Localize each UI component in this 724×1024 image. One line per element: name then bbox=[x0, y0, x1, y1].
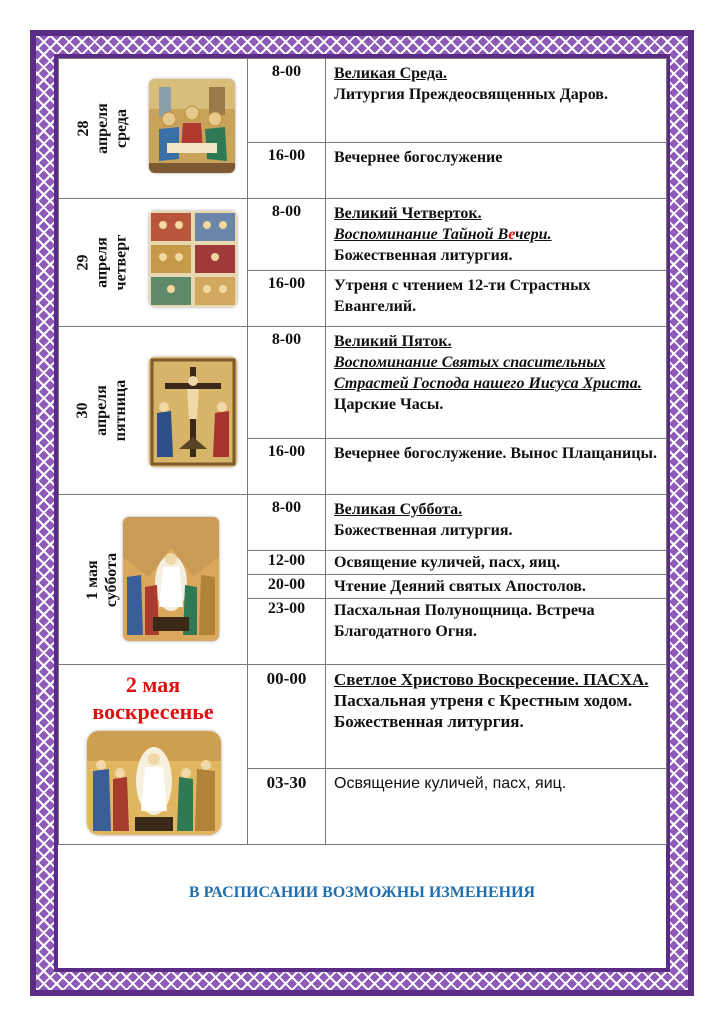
subtitle-part: чери. bbox=[515, 226, 552, 243]
event-title: Великая Среда. bbox=[334, 65, 448, 82]
event-description bbox=[326, 551, 667, 575]
table-row bbox=[59, 59, 667, 143]
day-cell-28 bbox=[59, 59, 248, 199]
event-text: Божественная литургия. bbox=[334, 522, 513, 539]
event-text: Пасхальная Полунощница. Встреча Благодатного Огня. bbox=[334, 602, 595, 640]
event-time: 16-00 bbox=[248, 143, 326, 199]
day-label bbox=[63, 199, 141, 326]
day-number: 28 bbox=[74, 120, 92, 137]
event-description bbox=[326, 495, 667, 551]
event-title: Великая Суббота. bbox=[334, 501, 463, 518]
day-number: 29 bbox=[74, 254, 92, 271]
event-time: 8-00 bbox=[248, 327, 326, 439]
event-time: 20-00 bbox=[248, 575, 326, 599]
event-time: 8-00 bbox=[248, 59, 326, 143]
event-description bbox=[326, 199, 667, 271]
day-cell-29 bbox=[59, 199, 248, 327]
event-description bbox=[326, 327, 667, 439]
easter-date bbox=[59, 671, 247, 725]
subtitle-part: Воспоминание Тайной В bbox=[334, 226, 509, 243]
event-title: Великий Пяток. bbox=[334, 333, 452, 350]
event-description bbox=[326, 271, 667, 327]
event-text: Царские Часы. bbox=[334, 396, 444, 413]
day-month: апреля bbox=[93, 237, 111, 288]
table-row bbox=[59, 199, 667, 271]
resurrection-descent-icon bbox=[123, 517, 219, 641]
day-weekday: суббота bbox=[103, 552, 120, 607]
event-text: Вечернее богослужение bbox=[334, 149, 503, 166]
passion-scenes-icon bbox=[149, 211, 237, 307]
schedule-table bbox=[58, 58, 667, 845]
event-time: 8-00 bbox=[248, 199, 326, 271]
event-description bbox=[326, 439, 667, 495]
day-cell-30 bbox=[59, 327, 248, 495]
event-description bbox=[326, 599, 667, 665]
event-text: Литургия Преждеосвященных Даров. bbox=[334, 86, 608, 103]
event-text: Пасхальная утреня с Крестным ходом. Божественная литургия. bbox=[334, 691, 633, 731]
table-row bbox=[59, 327, 667, 439]
event-description bbox=[326, 575, 667, 599]
event-time: 23-00 bbox=[248, 599, 326, 665]
event-description bbox=[326, 665, 667, 769]
day-number: 1 мая bbox=[84, 559, 101, 600]
event-text: Освящение куличей, пасх, яиц. bbox=[334, 554, 561, 571]
easter-date-text: 2 мая bbox=[125, 672, 181, 697]
table-row bbox=[59, 665, 667, 769]
day-cell-1-may bbox=[59, 495, 248, 665]
last-supper-trinity-icon bbox=[149, 79, 235, 173]
day-label bbox=[63, 327, 141, 494]
event-subtitle bbox=[334, 224, 660, 245]
event-title: Светлое Христово Воскресение. ПАСХА. bbox=[334, 670, 649, 689]
crucifixion-icon bbox=[149, 357, 237, 467]
event-title: Великий Четверток. bbox=[334, 205, 482, 222]
resurrection-icon bbox=[87, 731, 221, 835]
subtitle-red-letter: е bbox=[508, 226, 516, 243]
event-time: 12-00 bbox=[248, 551, 326, 575]
table-row bbox=[59, 495, 667, 551]
day-month: апреля bbox=[93, 103, 111, 154]
event-time: 00-00 bbox=[248, 665, 326, 769]
day-label bbox=[63, 59, 141, 198]
day-month: апреля bbox=[93, 385, 111, 436]
event-text: Вечернее богослужение. Вынос Плащаницы. bbox=[334, 445, 657, 462]
schedule-change-note: В РАСПИСАНИИ ВОЗМОЖНЫ ИЗМЕНЕНИЯ bbox=[188, 884, 536, 901]
event-text: Божественная литургия. bbox=[334, 247, 513, 264]
day-number: 30 bbox=[74, 402, 92, 419]
event-text: Освящение куличей, пасх, яиц. bbox=[334, 775, 567, 792]
day-weekday: пятница bbox=[112, 379, 130, 442]
event-text: Чтение Деяний святых Апостолов. bbox=[334, 578, 586, 595]
event-time: 8-00 bbox=[248, 495, 326, 551]
day-weekday: четверг bbox=[112, 234, 130, 291]
event-description bbox=[326, 59, 667, 143]
day-cell-easter bbox=[59, 665, 248, 845]
event-description bbox=[326, 143, 667, 199]
event-subtitle: Воспоминание Святых спасительных Страстей Господа нашего Иисуса Христа. bbox=[334, 354, 642, 392]
event-time: 16-00 bbox=[248, 439, 326, 495]
event-text: Утреня с чтением 12-ти Страстных Евангелий. bbox=[334, 277, 591, 315]
easter-weekday: воскресенье bbox=[92, 699, 214, 724]
event-time: 03-30 bbox=[248, 769, 326, 845]
event-time: 16-00 bbox=[248, 271, 326, 327]
day-weekday: среда bbox=[112, 109, 130, 148]
schedule-page bbox=[58, 58, 666, 968]
event-description bbox=[326, 769, 667, 845]
